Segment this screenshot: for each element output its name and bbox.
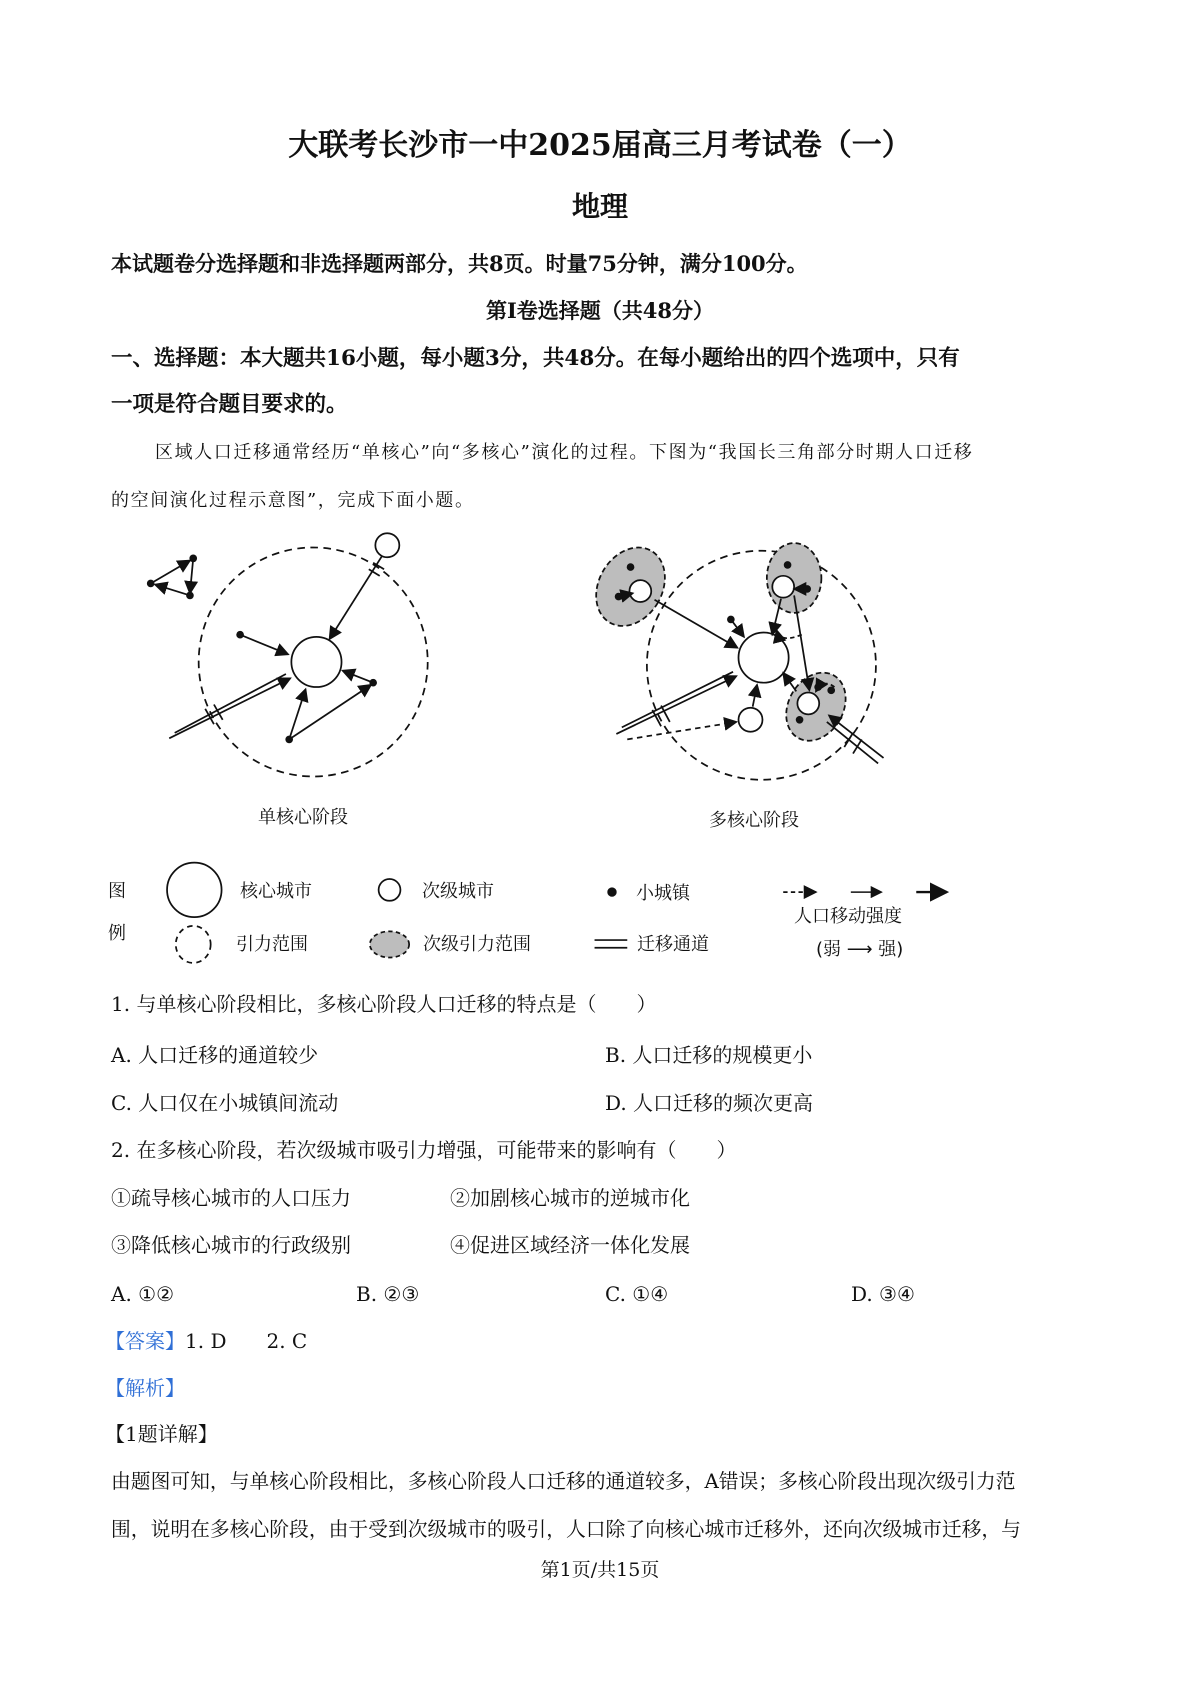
label-single-core: 单核心阶段	[258, 807, 348, 828]
q2-statement-3: ③降低核心城市的行政级别	[111, 1233, 351, 1257]
analysis-line-2: 围，说明在多核心阶段，由于受到次级城市的吸引，人口除了向核心城市迁移外，还向次级城市迁移，与	[111, 1518, 1021, 1541]
secondary-city	[375, 533, 399, 557]
legend-small-town: 小城镇	[636, 883, 690, 904]
q2-option-b[interactable]: B. ②③	[356, 1282, 420, 1306]
legend-attraction: 引力范围	[236, 934, 308, 955]
q2-option-a[interactable]: A. ①②	[111, 1282, 175, 1306]
legend-small-town-symbol	[608, 888, 616, 896]
q2-statement-4: ④促进区域经济一体化发展	[450, 1233, 690, 1257]
legend-secondary-city: 次级城市	[422, 881, 494, 902]
legend-channel: 迁移通道	[637, 934, 709, 955]
page-footer: 第1页/共15页	[540, 1559, 660, 1581]
q1-option-b[interactable]: B. 人口迁移的规模更小	[605, 1043, 813, 1067]
subject-title: 地理	[571, 190, 628, 223]
legend-core-city-symbol	[167, 863, 222, 918]
legend-secondary-attraction: 次级引力范围	[423, 934, 531, 955]
legend-attraction-symbol	[176, 926, 211, 963]
analysis-label: 【解析】	[105, 1376, 185, 1400]
passage-line-1: 区域人口迁移通常经历“单核心”向“多核心”演化的过程。下图为“我国长三角部分时期人口迁移	[155, 442, 974, 463]
q2-option-c[interactable]: C. ①④	[605, 1282, 669, 1306]
question-1-stem: 1. 与单核心阶段相比，多核心阶段人口迁移的特点是（ ）	[111, 992, 657, 1016]
legend-secondary-attraction-symbol	[370, 931, 409, 957]
detail-label: 【1题详解】	[105, 1422, 218, 1446]
answer-text: 1. D 2. C	[185, 1329, 308, 1353]
multi-core-diagram	[582, 535, 883, 780]
legend-title-1: 图	[108, 881, 126, 902]
analysis-line-1: 由题图可知，与单核心阶段相比，多核心阶段人口迁移的通道较多，A错误；多核心阶段出现次级引力范	[111, 1470, 1016, 1493]
question-2-stem: 2. 在多核心阶段，若次级城市吸引力增强，可能带来的影响有（ ）	[111, 1138, 737, 1162]
legend-strength: 人口移动强度	[794, 906, 902, 927]
legend-title-2: 例	[108, 923, 126, 944]
single-small-towns	[147, 555, 377, 744]
q2-option-d[interactable]: D. ③④	[851, 1282, 915, 1306]
instruction-line-2: 一项是符合题目要求的。	[111, 392, 348, 417]
instruction-line-1: 一、选择题：本大题共16小题，每小题3分，共48分。在每小题给出的四个选项中，只有	[111, 346, 960, 371]
legend-strength-range: (弱 ⟶ 强)	[816, 939, 904, 960]
q1-option-a[interactable]: A. 人口迁移的通道较少	[111, 1043, 319, 1067]
answer-line	[105, 1329, 307, 1353]
section-title: 第Ⅰ卷选择题（共48分）	[485, 298, 715, 323]
q2-statement-1: ①疏导核心城市的人口压力	[111, 1186, 351, 1210]
attraction-range	[199, 547, 428, 776]
label-multi-core: 多核心阶段	[709, 810, 799, 831]
page-title: 大联考长沙市一中2025届高三月考试卷（一）	[288, 128, 912, 163]
answer-label: 【答案】	[105, 1329, 185, 1353]
legend-core-city: 核心城市	[240, 881, 312, 902]
q1-option-d[interactable]: D. 人口迁移的频次更高	[605, 1091, 814, 1115]
core-city	[291, 637, 341, 687]
q1-option-c[interactable]: C. 人口仅在小城镇间流动	[111, 1091, 339, 1115]
q2-statement-2: ②加剧核心城市的逆城市化	[450, 1186, 690, 1210]
legend-secondary-city-symbol	[379, 879, 401, 901]
intro-text: 本试题卷分选择题和非选择题两部分，共8页。时量75分钟，满分100分。	[111, 251, 808, 276]
passage-line-2: 的空间演化过程示意图”，完成下面小题。	[111, 490, 475, 511]
